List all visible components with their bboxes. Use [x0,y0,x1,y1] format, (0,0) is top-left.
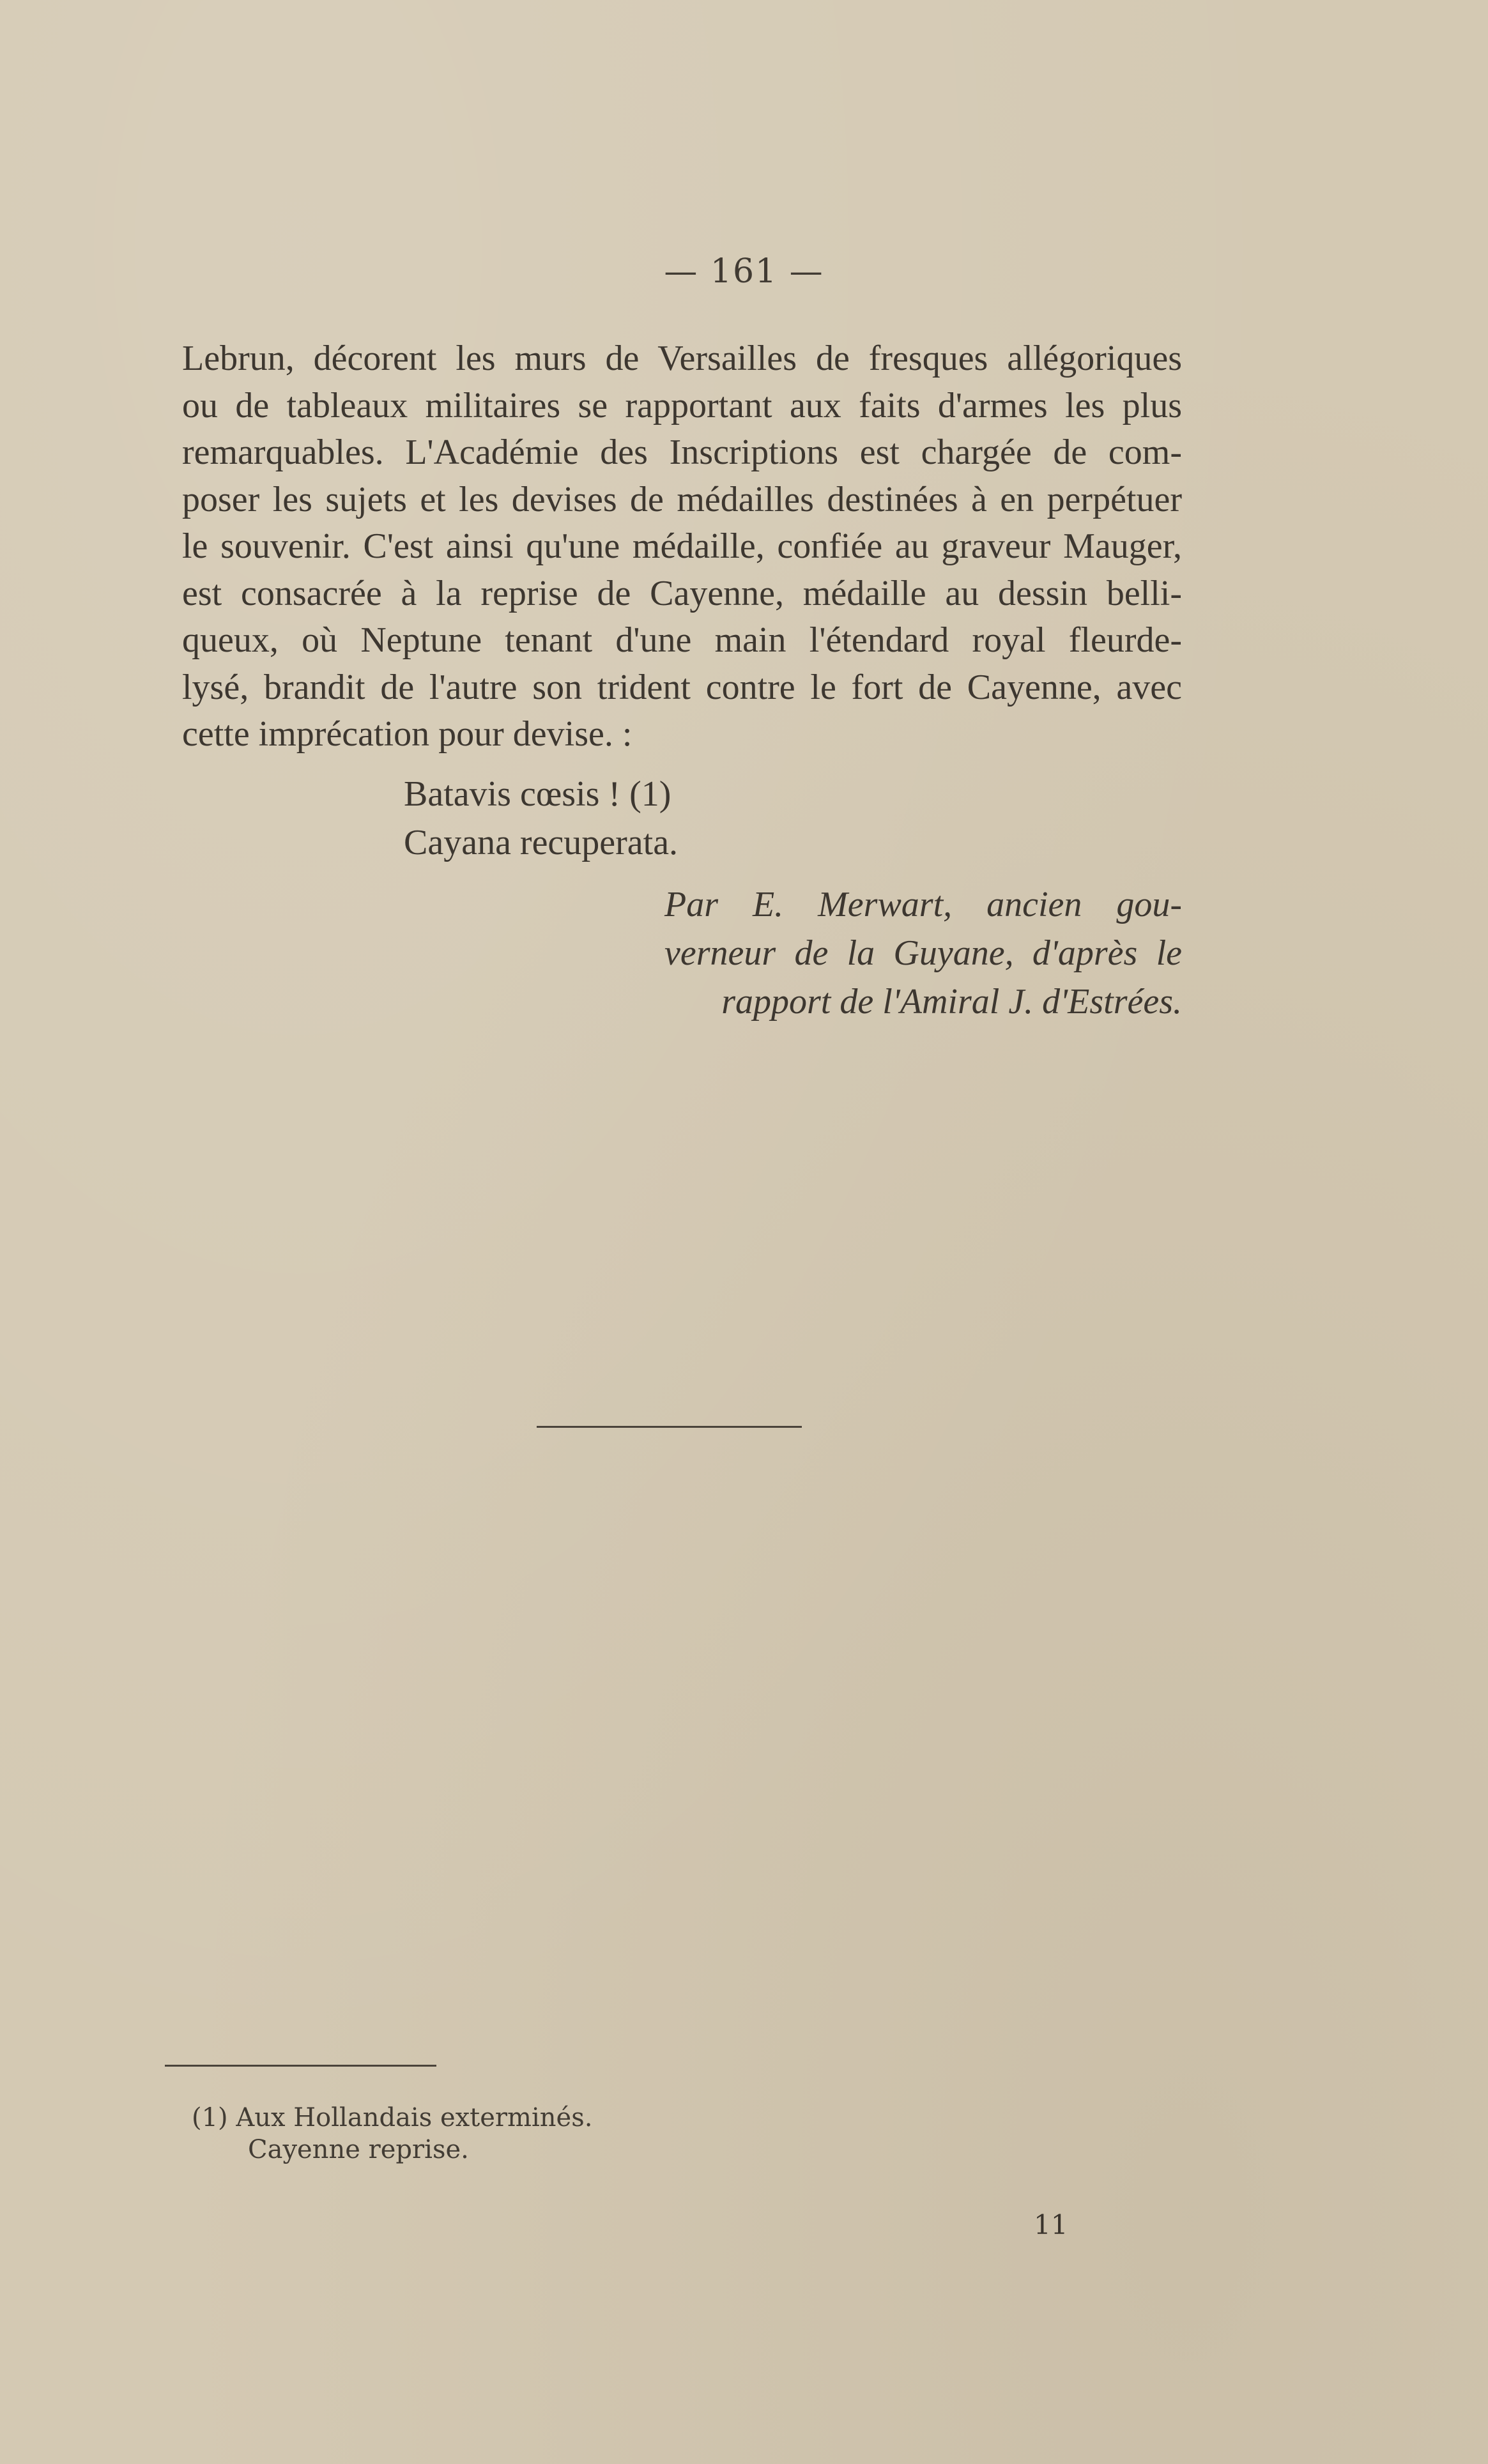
body-line: cette imprécation pour devise. : [182,714,633,754]
section-divider [537,1426,802,1428]
body-line: le souvenir. C'est ainsi qu'une médaille, confiée au graveur Mauger, [182,526,1182,566]
footnote-line: Cayenne reprise. [248,2135,469,2164]
body-line: Lebrun, décorent les murs de Versailles de fresques allégoriques [182,339,1182,378]
body-line: est consacrée à la reprise de Cayenne, médaille au dessin belli- [182,573,1182,613]
footnote-line: (1) Aux Hollandais exterminés. [192,2103,593,2132]
author-attribution [664,880,1182,1026]
attribution-line: rapport de l'Amiral J. d'Estrées. [721,982,1182,1022]
attribution-line: Par E. Merwart, ancien gou- [664,885,1182,924]
motto-line: Cayana recuperata. [404,823,679,862]
attribution-line: verneur de la Guyane, d'après le [664,933,1182,973]
body-line: lysé, brandit de l'autre son trident contre le fort de Cayenne, avec [182,667,1182,707]
footnote-divider [165,2065,436,2067]
body-line: queux, où Neptune tenant d'une main l'étendard royal fleurde- [182,620,1182,660]
body-line: poser les sujets et les devises de médailles destinées à en perpétuer [182,479,1182,519]
footnote [192,2102,592,2166]
body-paragraph [182,335,1182,758]
body-line: ou de tableaux militaires se rapportant aux faits d'armes les plus [182,385,1182,425]
page-number: — 161 — [664,252,824,291]
motto-line: Batavis cœsis ! (1) [404,774,671,814]
signature-mark: 11 [1034,2209,1068,2240]
motto-block [404,770,678,867]
body-line: remarquables. L'Académie des Inscriptions est chargée de com- [182,432,1182,472]
